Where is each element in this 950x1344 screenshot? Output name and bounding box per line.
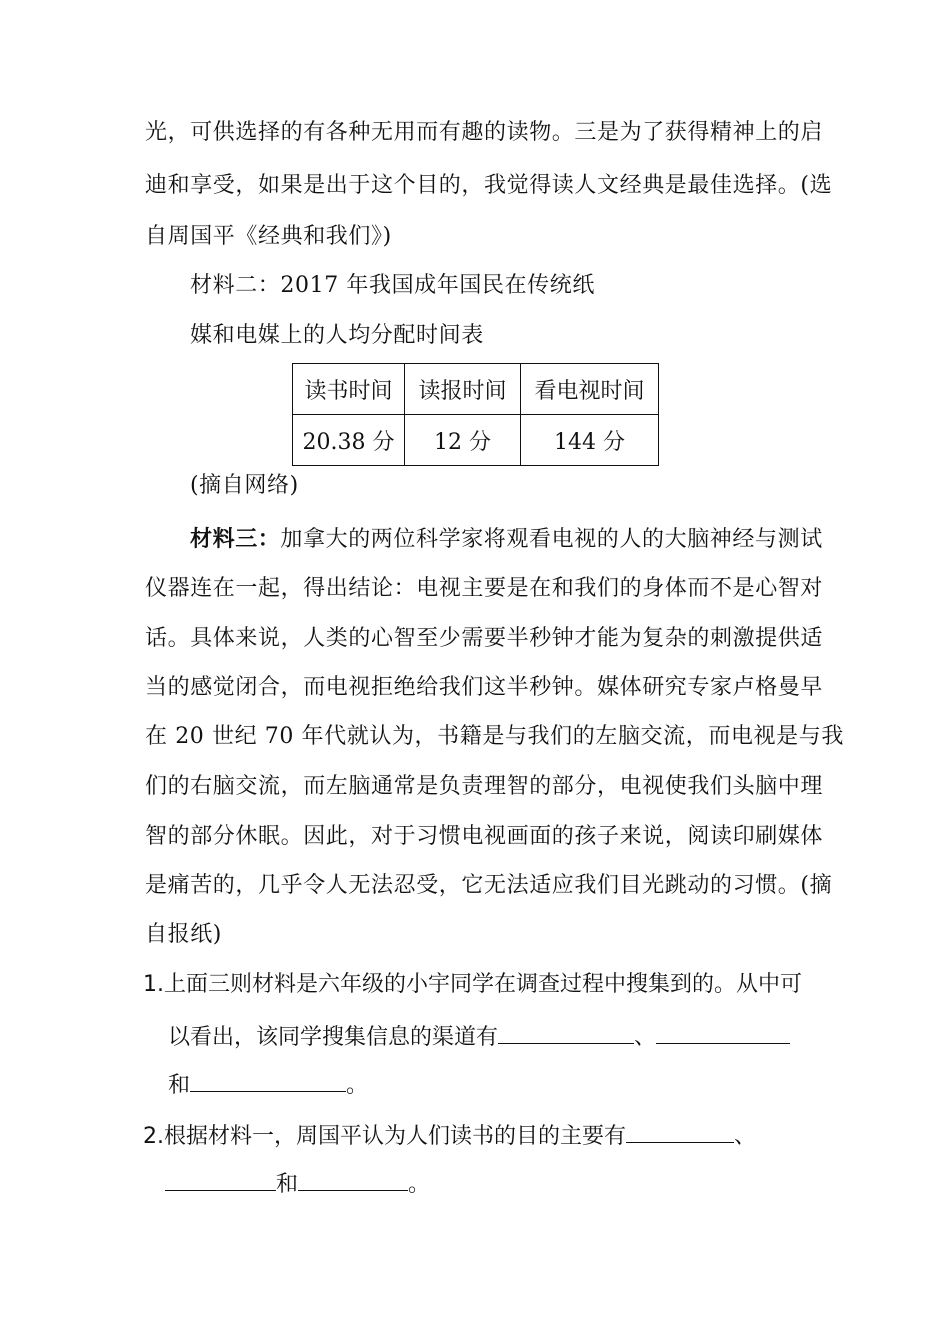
text-line: 们的右脑交流，而左脑通常是负责理智的部分，电视使我们头脑中理 xyxy=(145,774,824,799)
text-line: 是痛苦的，几乎令人无法忍受，它无法适应我们目光跳动的习惯。(摘 xyxy=(145,873,833,898)
text-line: 自报纸) xyxy=(145,922,222,947)
table-header-cell: 读报时间 xyxy=(405,364,521,415)
text-line xyxy=(190,524,823,555)
question-1: 1.上面三则材料是六年级的小宇同学在调查过程中搜集到的。从中可 xyxy=(143,972,802,997)
separator: 、 xyxy=(634,1025,657,1050)
period: 。 xyxy=(346,1073,369,1098)
material2-source: (摘自网络) xyxy=(190,473,299,498)
material3-text: 加拿大的两位科学家将观看电视的人的大脑神经与测试 xyxy=(280,527,823,552)
answer-blank[interactable] xyxy=(298,1168,408,1191)
separator: 、 xyxy=(734,1124,757,1149)
question-2-cont xyxy=(165,1168,430,1200)
answer-blank[interactable] xyxy=(165,1168,276,1191)
question-2 xyxy=(143,1120,756,1152)
table-cell: 12 分 xyxy=(405,415,521,466)
text-line: 智的部分休眠。因此，对于习惯电视画面的孩子来说，阅读印刷媒体 xyxy=(145,824,824,849)
question-2-text: 2.根据材料一，周国平认为人们读书的目的主要有 xyxy=(143,1124,626,1149)
table-header-row xyxy=(293,364,659,415)
reading-time-table xyxy=(292,363,659,466)
text-line: 当的感觉闭合，而电视拒绝给我们这半秒钟。媒体研究专家卢格曼早 xyxy=(145,675,824,700)
answer-blank[interactable] xyxy=(190,1069,346,1092)
text-line: 话。具体来说，人类的心智至少需要半秒钟才能为复杂的刺激提供适 xyxy=(145,626,824,651)
material2-title-cont: 媒和电媒上的人均分配时间表 xyxy=(190,323,484,348)
text-line: 迪和享受，如果是出于这个目的，我觉得读人文经典是最佳选择。(选 xyxy=(145,173,833,198)
question-1-text: 以看出，该同学搜集信息的渠道有 xyxy=(168,1025,499,1050)
conjunction: 和 xyxy=(276,1172,299,1197)
text-line: 仪器连在一起，得出结论：电视主要是在和我们的身体而不是心智对 xyxy=(145,576,824,601)
answer-blank[interactable] xyxy=(498,1021,634,1044)
answer-blank[interactable] xyxy=(626,1120,734,1143)
text-line: 光，可供选择的有各种无用而有趣的读物。三是为了获得精神上的启 xyxy=(145,120,824,145)
table-cell: 144 分 xyxy=(521,415,659,466)
conjunction: 和 xyxy=(168,1073,191,1098)
question-1-end xyxy=(168,1069,368,1101)
period: 。 xyxy=(408,1172,431,1197)
table-row xyxy=(293,415,659,466)
table-header-cell: 看电视时间 xyxy=(521,364,659,415)
text-line: 在 20 世纪 70 年代就认为，书籍是与我们的左脑交流，而电视是与我 xyxy=(145,724,844,749)
table-cell: 20.38 分 xyxy=(293,415,405,466)
answer-blank[interactable] xyxy=(656,1021,790,1044)
material2-title: 材料二：2017 年我国成年国民在传统纸 xyxy=(190,273,595,298)
text-line: 自周国平《经典和我们》) xyxy=(145,224,392,249)
question-1-cont xyxy=(168,1021,790,1053)
table-header-cell: 读书时间 xyxy=(293,364,405,415)
material3-label: 材料三： xyxy=(190,526,281,552)
